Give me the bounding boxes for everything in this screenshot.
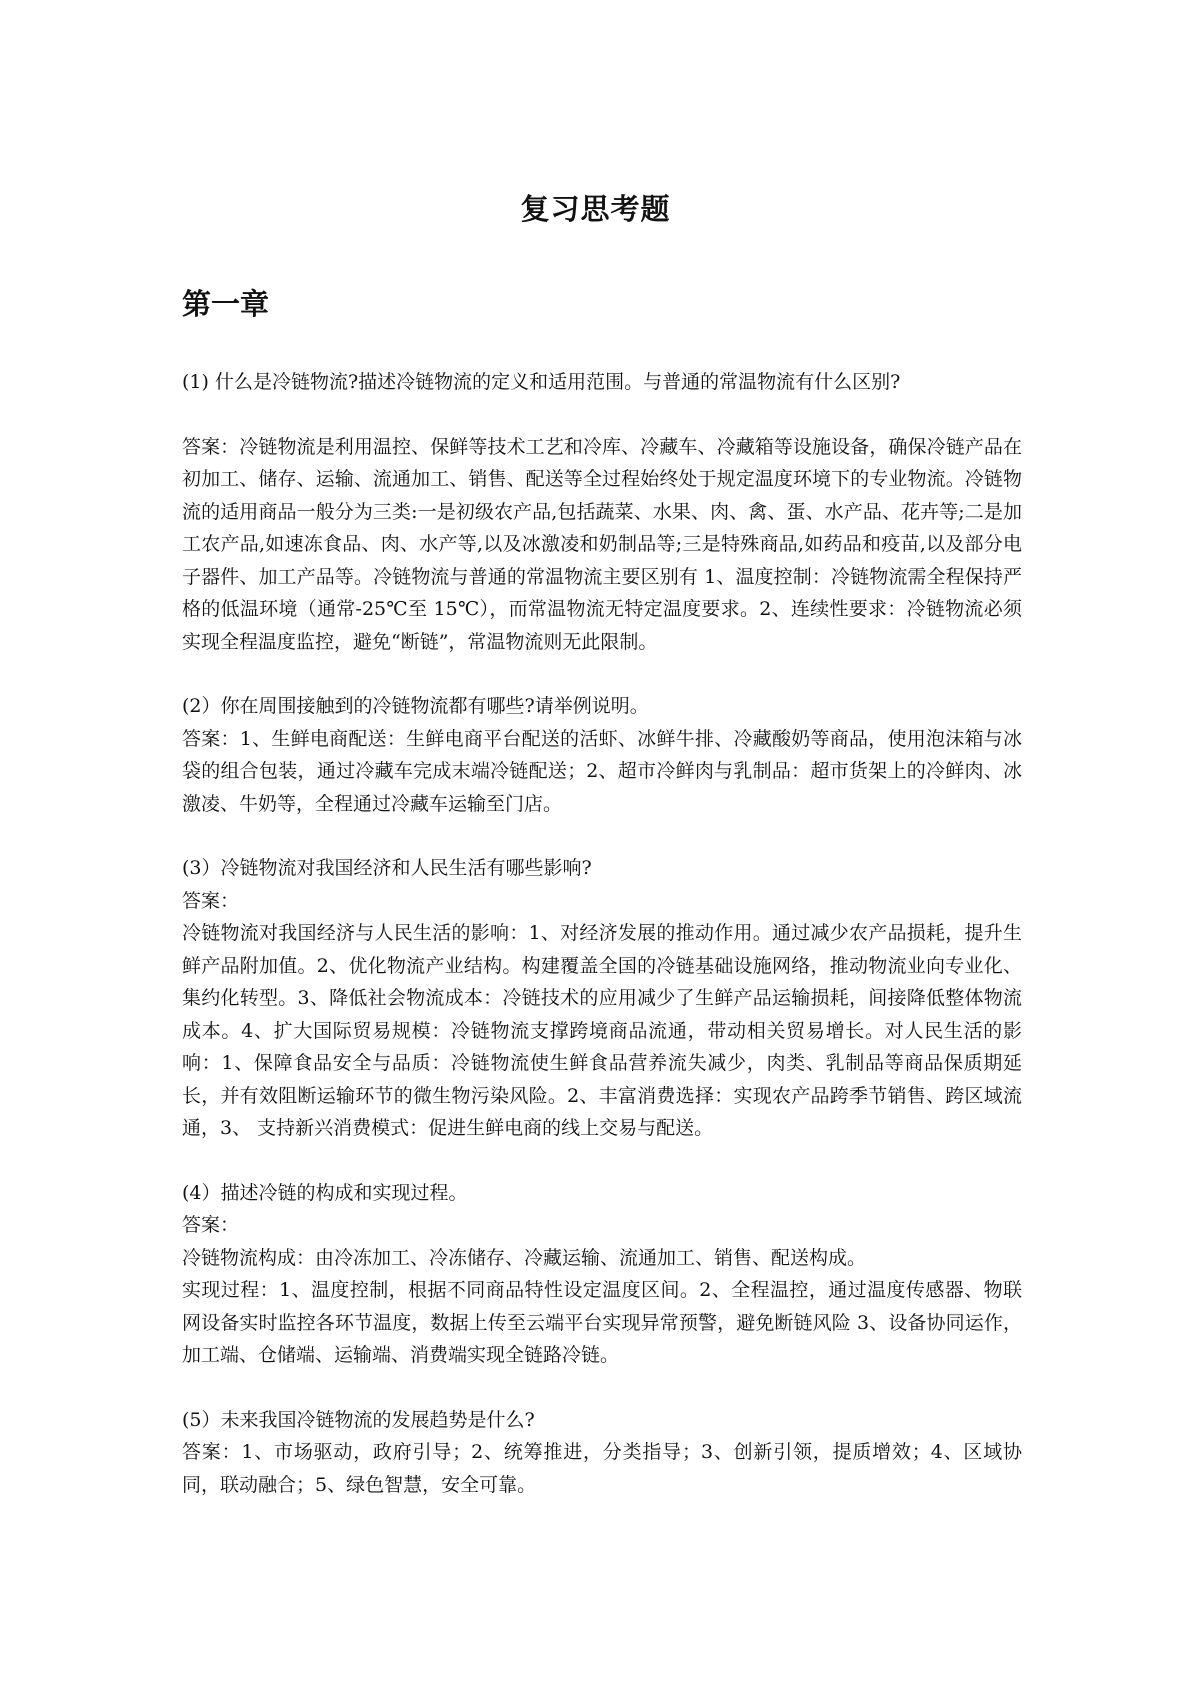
answer-2: 答案：1、生鲜电商配送：生鲜电商平台配送的活虾、冰鲜牛排、冷藏酸奶等商品，使用泡沫箱与冰袋的组合包装，通过冷藏车完成末端冷链配送；2、超市冷鲜肉与乳制品：超市货架上的冷鲜肉、冰激凌、牛奶等，全程通过冷藏车运输至门店。 (182, 727, 1022, 815)
document-body (182, 366, 1022, 1501)
question-3: (3）冷链物流对我国经济和人民生活有哪些影响? (182, 857, 592, 879)
question-4: (4）描述冷链的构成和实现过程。 (182, 1181, 468, 1204)
answer-1: 答案：冷链物流是利用温控、保鲜等技术工艺和冷库、冷藏车、冷藏箱等设施设备，确保冷链产品在初加工、储存、运输、流通加工、销售、配送等全过程始终处于规定温度环境下的专业物流。冷链物流的适用商品一般分为三类:一是初级农产品,包括蔬菜、水果、肉、禽、蛋、水产品、花卉等;二是加工农产品,如速冻食品、肉、水产等,以及冰激凌和奶制品等;三是特殊商品,如药品和疫苗,以及部分电子器件、加工产品等。冷链物流与普通的常温物流主要区别有 1、温度控制：冷链物流需全程保持严格的低温环境（通常-25℃至 15℃），而常温物流无特定温度要求。2、连续性要求：冷链物流必须实现全程温度监控，避免“断链”，常温物流则无此限制。 (182, 435, 1022, 653)
answer-4-composition: 冷链物流构成：由冷冻加工、冷冻储存、冷藏运输、流通加工、销售、配送构成。 (182, 1246, 867, 1269)
answer-5: 答案：1、市场驱动，政府引导；2、统筹推进，分类指导；3、创新引领，提质增效；4、区域协同，联动融合；5、绿色智慧，安全可靠。 (182, 1441, 1022, 1496)
answer-4-label: 答案： (182, 1214, 240, 1236)
question-5: (5）未来我国冷链物流的发展趋势是什么? (182, 1408, 535, 1431)
chapter-heading: 第一章 (182, 287, 270, 321)
question-1: (1) 什么是冷链物流?描述冷链物流的定义和适用范围。与普通的常温物流有什么区别? (182, 371, 901, 393)
answer-3-label: 答案： (182, 889, 240, 912)
document-title: 复习思考题 (520, 192, 671, 226)
answer-3: 冷链物流对我国经济与人民生活的影响：1、对经济发展的推动作用。通过减少农产品损耗，提升生鲜产品附加值。2、优化物流产业结构。构建覆盖全国的冷链基础设施网络，推动物流业向专业化、集约化转型。3、降低社会物流成本：冷链技术的应用减少了生鲜产品运输损耗，间接降低整体物流成本。4、扩大国际贸易规模：冷链物流支撑跨境商品流通，带动相关贸易增长。对人民生活的影响：1、保障食品安全与品质：冷链物流使生鲜食品营养流失减少，肉类、乳制品等商品保质期延长，并有效阻断运输环节的微生物污染风险。2、丰富消费选择：实现农产品跨季节销售、跨区域流通，3、 支持新兴消费模式：促进生鲜电商的线上交易与配送。 (182, 922, 1022, 1139)
question-2: (2）你在周围接触到的冷链物流都有哪些?请举例说明。 (182, 695, 649, 717)
answer-4-process: 实现过程：1、温度控制，根据不同商品特性设定温度区间。2、全程温控，通过温度传感器、物联网设备实时监控各环节温度，数据上传至云端平台实现异常预警，避免断链风险 3、设备协同运作，加工端、仓储端、运输端、消费端实现全链路冷链。 (182, 1279, 1022, 1366)
